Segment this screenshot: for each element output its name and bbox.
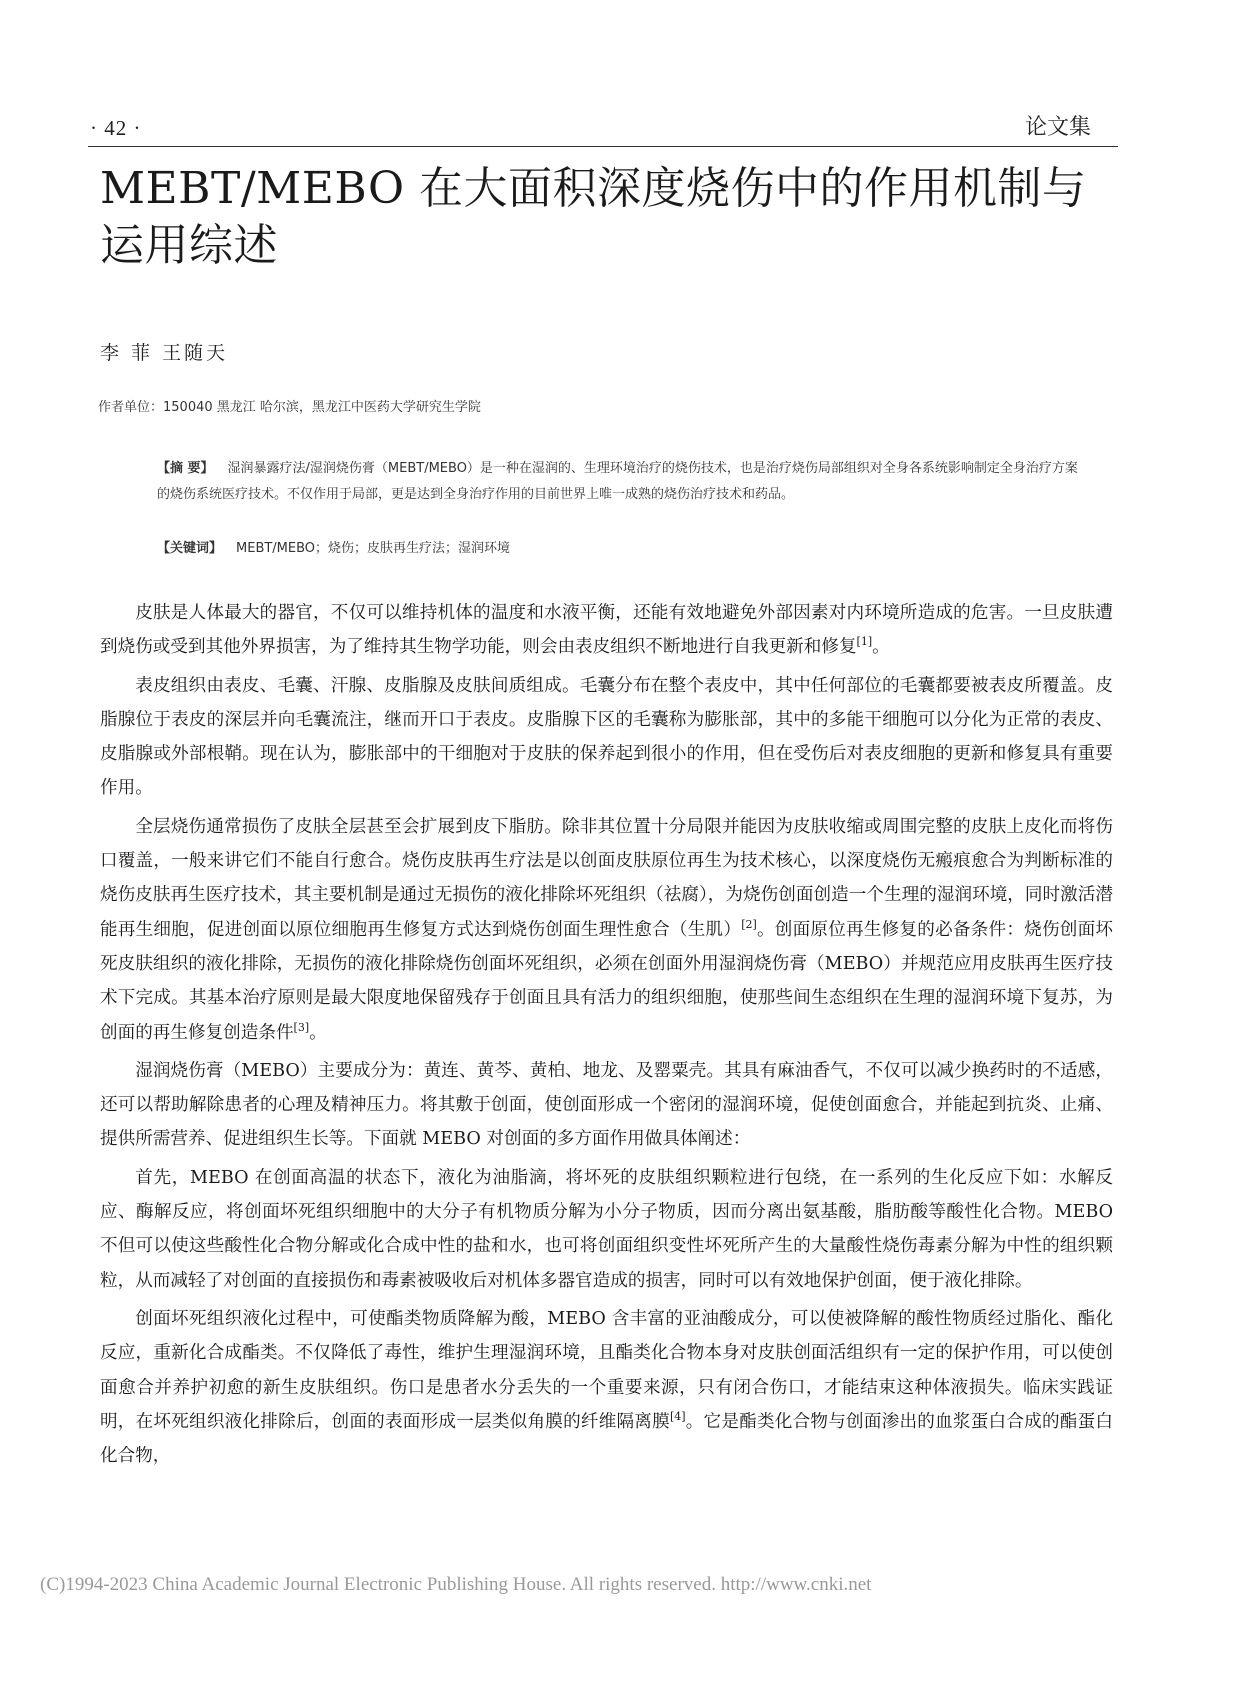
abstract xyxy=(157,456,1087,508)
page-number: · 42 · xyxy=(90,116,142,140)
body-paragraph-2 xyxy=(100,669,1113,806)
keywords-label: 【关键词】 xyxy=(157,541,223,556)
abstract-label: 【摘 要】 xyxy=(157,461,214,476)
keywords xyxy=(157,537,510,556)
paragraph-text: 。它是酯类化合物与创面渗出的血浆蛋白合成的酯蛋白化合物， xyxy=(100,1411,1113,1467)
body-paragraph-5 xyxy=(100,1161,1113,1298)
paragraph-text: 表皮组织由表皮、毛囊、汗腺、皮脂腺及皮肤间质组成。毛囊分布在整个表皮中，其中任何部位的毛囊都要被表皮所覆盖。皮脂腺位于表皮的深层并向毛囊流注，继而开口于表皮。皮脂腺下区的毛囊称为膨胀部，其中的多能干细胞可以分化为正常的表皮、皮脂腺或外部根鞘。现在认为，膨胀部中的干细胞对于皮肤的保养起到很小的作用，但在受伤后对表皮细胞的更新和修复具有重要作用。 xyxy=(100,675,1113,799)
citation-ref: [4] xyxy=(669,1409,686,1423)
body-paragraph-1 xyxy=(100,596,1113,665)
body-paragraph-4 xyxy=(100,1054,1113,1157)
paragraph-text: 。 xyxy=(872,637,890,658)
paragraph-text: 全层烧伤通常损伤了皮肤全层甚至会扩展到皮下脂肪。除非其位置十分局限并能因为皮肤收缩或周围完整的皮肤上皮化而将伤口覆盖，一般来讲它们不能自行愈合。烧伤皮肤再生疗法是以创面皮肤原位再生为技术核心，以深度烧伤无瘢痕愈合为判断标准的烧伤皮肤再生医疗技术，其主要机制是通过无损伤的液化排除坏死组织（祛腐），为烧伤创面创造一个生理的湿润环境，同时激活潜能再生细胞，促进创面以原位细胞再生修复方式达到烧伤创面生理性愈合（生肌） xyxy=(100,816,1113,940)
copyright-footer: (C)1994-2023 China Academic Journal Electronic Publishing House. All rights reserved. http://www.cnki.net xyxy=(40,1574,872,1595)
paragraph-text: 创面坏死组织液化过程中，可使酯类物质降解为酸，MEBO 含丰富的亚油酸成分，可以使被降解的酸性物质经过脂化、酯化反应，重新化合成酯类。不仅降低了毒性，维护生理湿润环境，且酯类化合物本身对皮肤创面活组织有一定的保护作用，可以使创面愈合并养护初愈的新生皮肤组织。伤口是患者水分丢失的一个重要来源，只有闭合伤口，才能结束这种体液损失。临床实践证明，在坏死组织液化排除后，创面的表面形成一层类似角膜的纤维隔离膜 xyxy=(100,1308,1113,1432)
paragraph-text: 。创面原位再生修复的必备条件：烧伤创面坏死皮肤组织的液化排除，无损伤的液化排除烧伤创面坏死组织，必须在创面外用湿润烧伤膏（MEBO）并规范应用皮肤再生医疗技术下完成。其基本治疗原则是最大限度地保留残存于创面且具有活力的组织细胞，使那些间生态组织在生理的湿润环境下复苏，为创面的再生修复创造条件 xyxy=(100,919,1113,1043)
abstract-text: 湿润暴露疗法/湿润烧伤膏（MEBT/MEBO）是一种在湿润的、生理环境治疗的烧伤技术，也是治疗烧伤局部组织对全身各系统影响制定全身治疗方案的烧伤系统医疗技术。不仅作用于局部，更是达到全身治疗作用的目前世界上唯一成熟的烧伤治疗技术和药品。 xyxy=(157,461,1078,502)
article-body xyxy=(100,596,1113,1477)
paragraph-text: 。 xyxy=(309,1022,327,1043)
citation-ref: [3] xyxy=(293,1020,310,1034)
body-paragraph-3 xyxy=(100,810,1113,1050)
citation-ref: [2] xyxy=(741,917,757,931)
author-names: 李 菲 王随天 xyxy=(100,342,229,364)
header-rule xyxy=(88,146,1118,147)
paragraph-text: 湿润烧伤膏（MEBO）主要成分为：黄连、黄芩、黄柏、地龙、及罂粟壳。其具有麻油香气，不仅可以减少换药时的不适感，还可以帮助解除患者的心理及精神压力。将其敷于创面，使创面形成一个密闭的湿润环境，促使创面愈合，并能起到抗炎、止痛、提供所需营养、促进组织生长等。下面就 MEBO 对创面的多方面作用做具体阐述： xyxy=(100,1060,1113,1150)
paragraph-text: 首先，MEBO 在创面高温的状态下，液化为油脂滴，将坏死的皮肤组织颗粒进行包绕，在一系列的生化反应下如：水解反应、酶解反应，将创面坏死组织细胞中的大分子有机物质分解为小分子物质，因而分离出氨基酸，脂肪酸等酸性化合物。MEBO 不但可以使这些酸性化合物分解或化合成中性的盐和水，也可将创面组织变性坏死所产生的大量酸性烧伤毒素分解为中性的组织颗粒，从而减轻了对创面的直接损伤和毒素被吸收后对机体多器官造成的损害，同时可以有效地保护创面，便于液化排除。 xyxy=(100,1167,1113,1291)
author-affiliation: 作者单位：150040 黑龙江 哈尔滨，黑龙江中医药大学研究生学院 xyxy=(98,400,481,415)
section-label: 论文集 xyxy=(1025,115,1092,140)
keywords-text: MEBT/MEBO；烧伤；皮肤再生疗法；湿润环境 xyxy=(236,541,511,556)
body-paragraph-6 xyxy=(100,1302,1113,1473)
citation-ref: [1] xyxy=(856,635,873,649)
paragraph-text: 皮肤是人体最大的器官，不仅可以维持机体的温度和水液平衡，还能有效地避免外部因素对内环境所造成的危害。一旦皮肤遭到烧伤或受到其他外界损害，为了维持其生物学功能，则会由表皮组织不断地进行自我更新和修复 xyxy=(100,603,1113,658)
article-title: MEBT/MEBO 在大面积深度烧伤中的作用机制与运用综述 xyxy=(100,163,1087,271)
